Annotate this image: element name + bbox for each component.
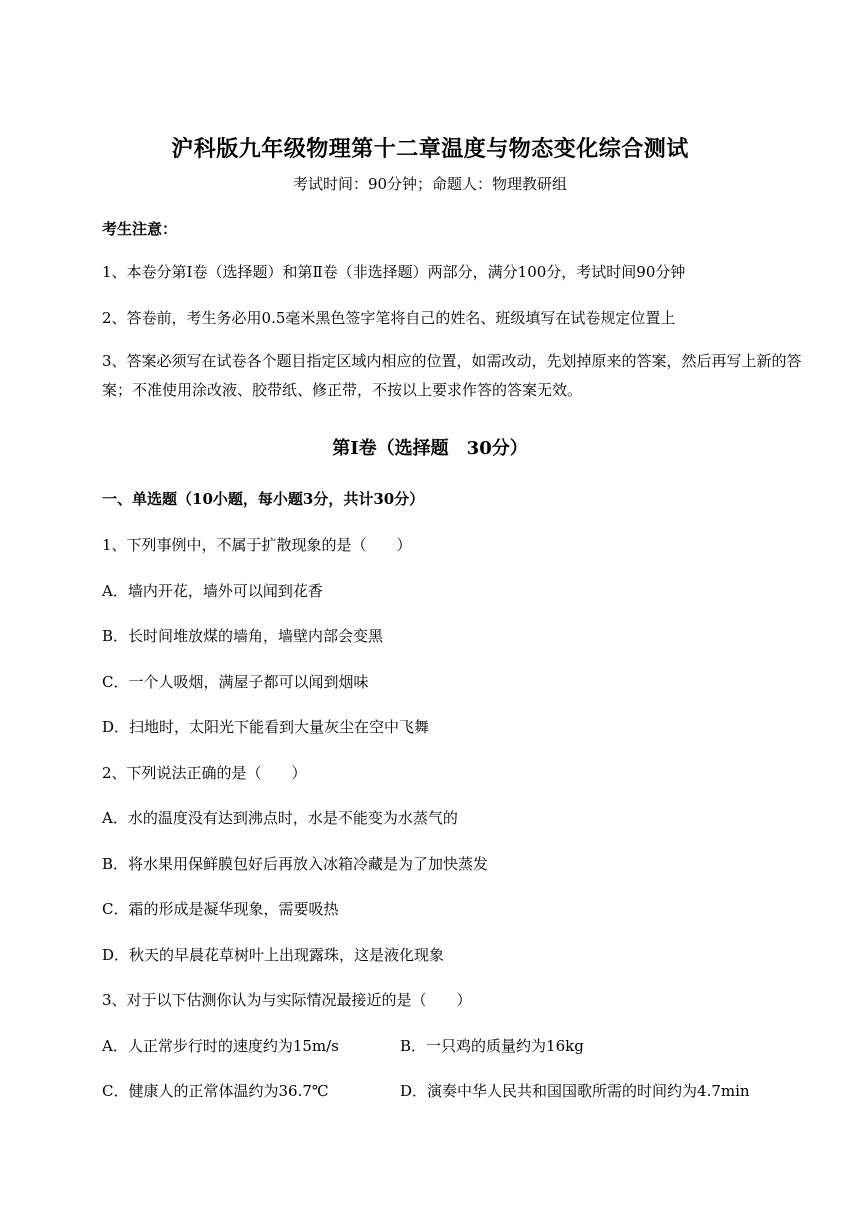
question-3-option-a: A．人正常步行时的速度约为15m/s — [102, 1037, 339, 1055]
question-stem-2: 2、下列说法正确的是（ ） — [102, 764, 307, 782]
notice-heading: 考生注意： — [102, 220, 178, 238]
question-3-option-d: D．演奏中华人民共和国国歌所需的时间约为4.7min — [400, 1082, 750, 1100]
notice-item-1: 1、本卷分第Ⅰ卷（选择题）和第Ⅱ卷（非选择题）两部分，满分100分，考试时间90分钟 — [102, 263, 686, 281]
exam-info: 考试时间：90分钟；命题人：物理教研组 — [292, 175, 568, 193]
question-1-option-b: B．长时间堆放煤的墙角，墙壁内部会变黑 — [102, 627, 384, 645]
section-title: 第Ⅰ卷（选择题 30分） — [332, 438, 528, 459]
question-1-option-c: C．一个人吸烟，满屋子都可以闻到烟味 — [102, 673, 369, 691]
question-1-option-d: D．扫地时，太阳光下能看到大量灰尘在空中飞舞 — [102, 718, 430, 736]
notice-item-3: 3、答案必须写在试卷各个题目指定区域内相应的位置，如需改动，先划掉原来的答案，然后再写上新的答案；不准使用涂改液、胶带纸、修正带，不按以上要求作答的答案无效。 — [102, 352, 802, 399]
question-2-option-d: D．秋天的早晨花草树叶上出现露珠，这是液化现象 — [102, 946, 445, 964]
notice-item-2: 2、答卷前，考生务必用0.5毫米黑色签字笔将自己的姓名、班级填写在试卷规定位置上 — [102, 309, 676, 327]
question-2-option-a: A．水的温度没有达到沸点时，水是不能变为水蒸气的 — [102, 809, 458, 827]
question-3-option-b: B．一只鸡的质量约为16kg — [400, 1037, 584, 1055]
question-1-option-a: A．墙内开花，墙外可以闻到花香 — [102, 582, 323, 600]
question-3-option-c: C．健康人的正常体温约为36.7℃ — [102, 1082, 329, 1100]
question-2-option-b: B．将水果用保鲜膜包好后再放入冰箱冷藏是为了加快蒸发 — [102, 855, 489, 873]
question-2-option-c: C．霜的形成是凝华现象，需要吸热 — [102, 900, 339, 918]
question-stem-3: 3、对于以下估测你认为与实际情况最接近的是（ ） — [102, 991, 472, 1009]
question-stem-1: 1、下列事例中，不属于扩散现象的是（ ） — [102, 536, 412, 554]
page-title: 沪科版九年级物理第十二章温度与物态变化综合测试 — [171, 136, 689, 162]
part-heading: 一、单选题（10小题，每小题3分，共计30分） — [102, 490, 425, 508]
